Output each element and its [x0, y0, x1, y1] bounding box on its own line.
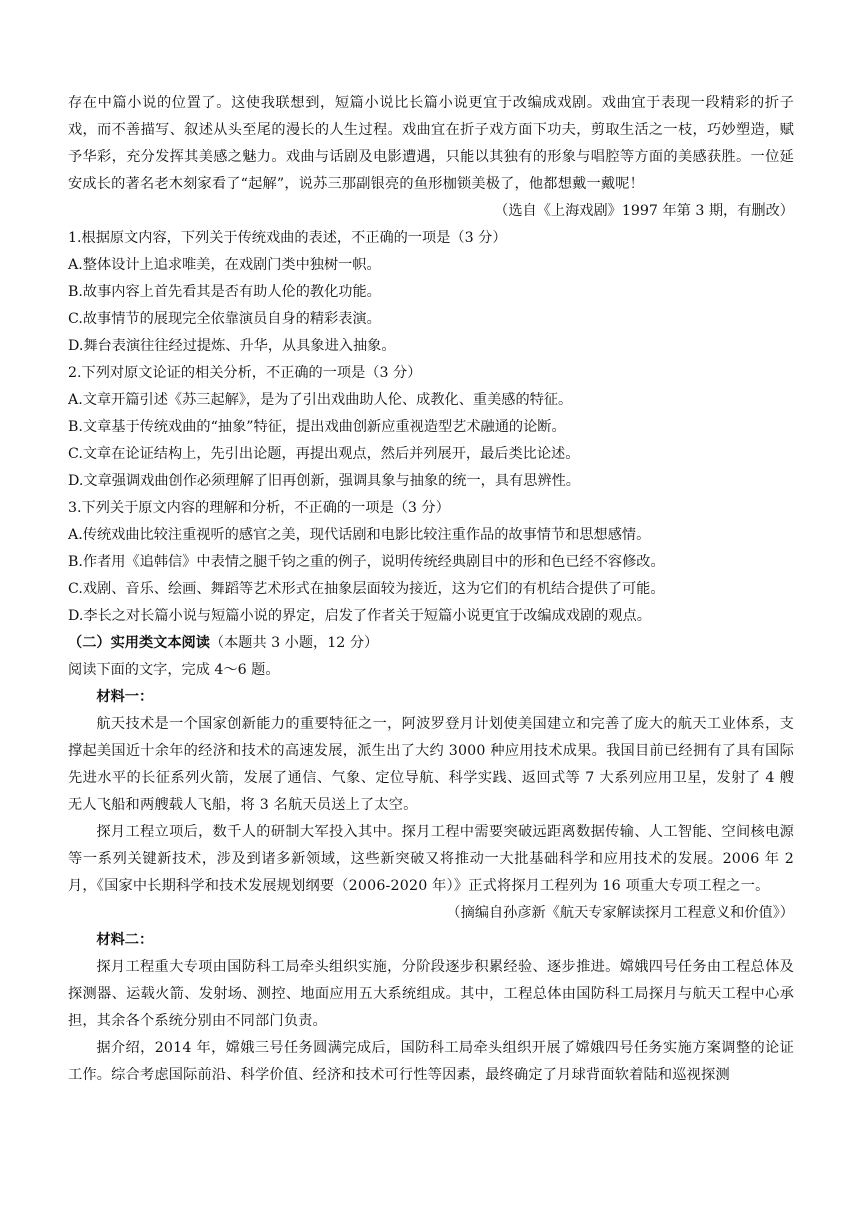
- question-stem: 1.根据原文内容，下列关于传统戏曲的表述，不正确的一项是（3 分）: [68, 230, 507, 246]
- section-instruction: 阅读下面的文字，完成 4～6 题。: [68, 662, 280, 678]
- question-stem: 3.下列关于原文内容的理解和分析，不正确的一项是（3 分）: [68, 500, 450, 516]
- option-b: B.文章基于传统戏曲的“抽象”特征，提出戏曲创新应重视造型艺术融通的论断。: [68, 419, 566, 435]
- option-d: D.李长之对长篇小说与短篇小说的界定，启发了作者关于短篇小说更宜于改编成戏剧的观点。: [68, 608, 651, 624]
- section-title: （二）实用类文本阅读: [68, 635, 210, 651]
- passage-tail: 存在中篇小说的位置了。这使我联想到，短篇小说比长篇小说更宜于改编成戏剧。戏曲宜于表现一段精彩的折子戏，而不善描写、叙述从头至尾的漫长的人生过程。戏曲宜在折子戏方面下功夫，剪取生活之一枝，巧妙塑造，赋予华彩，充分发挥其美感之魅力。戏曲与话剧及电影遭遇，只能以其独有的形象与唱腔等方面的美感获胜。一位延安成长的著名老木刻家看了“起解”，说苏三那副银亮的鱼形枷锁美极了，他都想戴一戴呢！: [68, 95, 794, 192]
- option-b: B.故事内容上首先看其是否有助人伦的教化功能。: [68, 284, 381, 300]
- section-heading: [68, 630, 794, 657]
- question-2: [68, 360, 794, 495]
- question-1: [68, 225, 794, 360]
- material-1-paragraph: 航天技术是一个国家创新能力的重要特征之一，阿波罗登月计划使美国建立和完善了庞大的航天工业体系，支撑起美国近十余年的经济和技术的高速发展，派生出了大约 3000 种应用技术成果。我国目前已经拥有了具有国际先进水平的长征系列火箭，发展了通信、气象、定位导航、科学实践、返回式等 7 大系列应用卫星，发射了 4 艘无人飞船和两艘载人飞船，将 3 名航天员送上了太空。: [68, 716, 794, 813]
- question-stem: 2.下列对原文论证的相关分析，不正确的一项是（3 分）: [68, 365, 422, 381]
- passage-source: （选自《上海戏剧》1997 年第 3 期，有删改）: [494, 203, 794, 219]
- question-3: [68, 495, 794, 630]
- option-a: A.整体设计上追求唯美，在戏剧门类中独树一帜。: [68, 257, 381, 273]
- material-2-label: 材料二：: [96, 932, 154, 948]
- option-d: D.文章强调戏曲创作必须理解了旧再创新，强调具象与抽象的统一，具有思辨性。: [68, 473, 580, 489]
- material-2-paragraph: 据介绍，2014 年，嫦娥三号任务圆满完成后，国防科工局牵头组织开展了嫦娥四号任务实施方案调整的论证工作。综合考虑国际前沿、科学价值、经济和技术可行性等因素，最终确定了月球背面软着陆和巡视探测: [68, 1040, 794, 1083]
- option-b: B.作者用《追韩信》中表情之腿千钧之重的例子，说明传统经典剧目中的形和色已经不容修改。: [68, 554, 665, 570]
- material-2-paragraph: 探月工程重大专项由国防科工局牵头组织实施，分阶段逐步积累经验、逐步推进。嫦娥四号任务由工程总体及探测器、运载火箭、发射场、测控、地面应用五大系统组成。其中，工程总体由国防科工局探月与航天工程中心承担，其余各个系统分别由不同部门负责。: [68, 959, 794, 1029]
- material-1-source: （摘编自孙彦新《航天专家解读探月工程意义和价值》）: [446, 905, 794, 921]
- material-1-label: 材料一：: [96, 689, 154, 705]
- option-c: C.戏剧、音乐、绘画、舞蹈等艺术形式在抽象层面较为接近，这为它们的有机结合提供了可能。: [68, 581, 665, 597]
- option-c: C.故事情节的展现完全依靠演员自身的精彩表演。: [68, 311, 381, 327]
- option-c: C.文章在论证结构上，先引出论题，再提出观点，然后并列展开，最后类比论述。: [68, 446, 580, 462]
- option-a: A.传统戏曲比较注重视听的感官之美，现代话剧和电影比较注重作品的故事情节和思想感情。: [68, 527, 651, 543]
- material-1-paragraph: 探月工程立项后，数千人的研制大军投入其中。探月工程中需要突破远距离数据传输、人工智能、空间核电源等一系列关键新技术，涉及到诸多新领域，这些新突破又将推动一大批基础科学和应用技术的发展。2006 年 2 月，《国家中长期科学和技术发展规划纲要（2006-2020 年）》正式将探月工程列为 16 项重大专项工程之一。: [68, 824, 794, 894]
- option-d: D.舞台表演往往经过提炼、升华，从具象进入抽象。: [68, 338, 396, 354]
- section-title-note: （本题共 3 小题，12 分）: [209, 635, 379, 651]
- option-a: A.文章开篇引述《苏三起解》，是为了引出戏曲助人伦、成教化、重美感的特征。: [68, 392, 573, 408]
